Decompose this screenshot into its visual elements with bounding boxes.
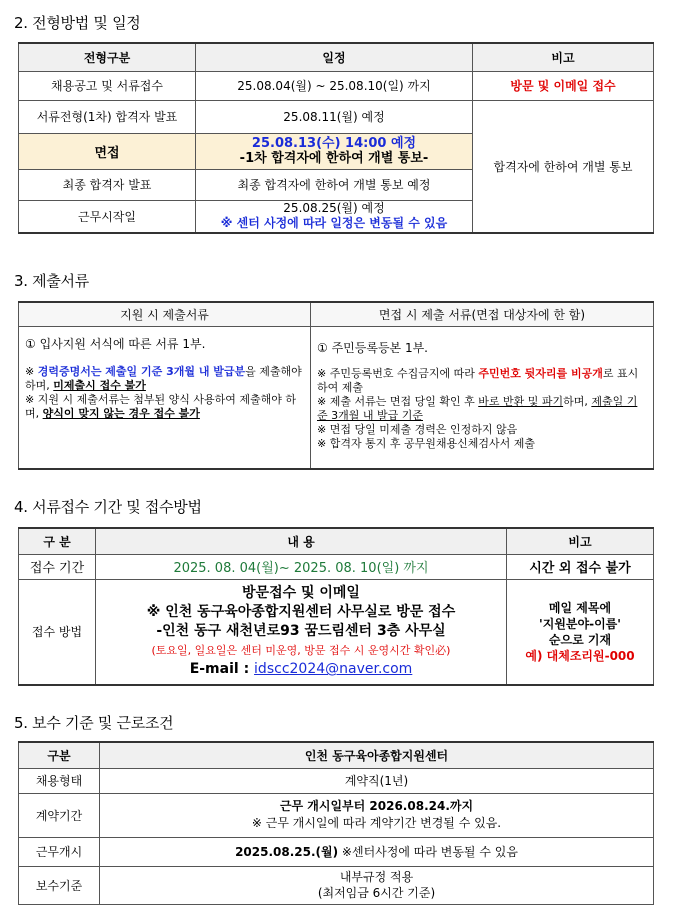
contract-period: 근무 개시일부터 2026.08.24.까지 bbox=[279, 799, 474, 813]
section-4-title: 4. 서류접수 기간 및 접수방법 bbox=[14, 498, 202, 516]
method-label: 접수 방법 bbox=[19, 579, 96, 685]
interview-note-2 bbox=[317, 395, 647, 423]
conditions-table bbox=[18, 741, 654, 905]
method-address: -인천 동구 새천년로93 꿈드림센터 3층 사무실 bbox=[156, 623, 446, 640]
condition-label: 보수기준 bbox=[19, 866, 100, 904]
method-line-1: 방문접수 및 이메일 bbox=[242, 585, 360, 602]
schedule-cell bbox=[196, 200, 473, 233]
period-value: 2025. 08. 04(월)~ 2025. 08. 10(일) 까지 bbox=[96, 554, 507, 579]
section-2-title: 2. 전형방법 및 일정 bbox=[14, 14, 141, 32]
header-note: 비고 bbox=[507, 528, 654, 554]
note-text: 하며, bbox=[563, 394, 592, 408]
id-number-warning: 주민번호 뒷자리를 비공개 bbox=[478, 366, 603, 380]
condition-label: 채용형태 bbox=[19, 768, 100, 793]
method-note-1: 메일 제목에 bbox=[548, 600, 612, 615]
start-date: 25.08.25(월) 예정 bbox=[283, 201, 385, 216]
start-date: 2025.08.25.(월) bbox=[235, 845, 339, 859]
method-note-cell bbox=[507, 579, 654, 685]
interview-note-1 bbox=[317, 367, 647, 395]
pay-rule: 내부규정 적용 bbox=[339, 870, 414, 884]
method-hours-notice: (토요일, 일요일은 센터 미운영, 방문 접수 시 운영시간 확인必) bbox=[151, 644, 451, 658]
note-text: 로 표시하여 제출 bbox=[317, 366, 639, 394]
form-mismatch-warning: 양식이 맞지 않는 경우 접수 불가 bbox=[42, 406, 200, 420]
header-schedule: 일정 bbox=[196, 43, 473, 71]
stage-cell: 면접 bbox=[19, 133, 196, 169]
header-note: 비고 bbox=[473, 43, 654, 71]
interview-notice: -1차 합격자에 한하여 개별 통보- bbox=[239, 151, 429, 166]
note-text: 을 제출해야 하며, bbox=[25, 364, 302, 392]
note-cell: 방문 및 이메일 접수 bbox=[473, 71, 654, 100]
interview-note-4: ※ 합격자 통지 후 공무원채용신체검사서 제출 bbox=[317, 436, 535, 450]
schedule-table bbox=[18, 42, 654, 234]
condition-value bbox=[100, 837, 654, 866]
start-date-notice: ※ 센터 사정에 따라 일정은 변동될 수 있음 bbox=[220, 216, 448, 231]
schedule-cell: 최종 합격자에 한하여 개별 통보 예정 bbox=[196, 169, 473, 200]
apply-note-1 bbox=[25, 365, 304, 393]
stage-cell: 서류전형(1차) 합격자 발표 bbox=[19, 100, 196, 133]
header-interview-docs: 면접 시 제출 서류(면접 대상자에 한 함) bbox=[311, 302, 654, 326]
method-note-3: 순으로 기재 bbox=[548, 632, 612, 647]
apply-item-1: ① 입사지원 서식에 따른 서류 1부. bbox=[25, 336, 206, 351]
pay-basis: (최저임금 6시간 기준) bbox=[317, 886, 436, 900]
note-text: ※ 주민등록번호 수집금지에 따라 bbox=[317, 366, 479, 380]
schedule-cell: 25.08.11(월) 예정 bbox=[196, 100, 473, 133]
apply-note-2 bbox=[25, 393, 304, 421]
header-category: 구 분 bbox=[19, 528, 96, 554]
condition-label: 근무개시 bbox=[19, 837, 100, 866]
interview-docs-cell bbox=[311, 326, 654, 469]
email-line bbox=[99, 660, 503, 679]
start-notice: ※센터사정에 따라 변동될 수 있음 bbox=[338, 845, 518, 859]
interview-date: 25.08.13(수) 14:00 예정 bbox=[251, 136, 417, 151]
contract-notice: ※ 근무 개시일에 따라 계약기간 변경될 수 있음. bbox=[251, 816, 502, 830]
note-text: ※ 지원 시 제출서류는 첨부된 양식 사용하여 제출해야 하며, bbox=[25, 392, 296, 420]
header-category: 구분 bbox=[19, 742, 100, 768]
condition-value: 계약직(1년) bbox=[100, 768, 654, 793]
stage-cell: 근무시작일 bbox=[19, 200, 196, 233]
header-center: 인천 동구육아종합지원센터 bbox=[100, 742, 654, 768]
career-cert-notice: 경력증명서는 제출일 기준 3개월 내 발급분 bbox=[37, 364, 246, 378]
header-content: 내 용 bbox=[96, 528, 507, 554]
email-label: E-mail : bbox=[189, 661, 255, 678]
method-cell bbox=[96, 579, 507, 685]
apply-docs-cell bbox=[19, 326, 311, 469]
condition-value bbox=[100, 866, 654, 904]
period-label: 접수 기간 bbox=[19, 554, 96, 579]
issue-date-notice: 제출일 기준 3개월 내 발급 기준 bbox=[317, 394, 638, 422]
method-note-2: '지원분야-이름' bbox=[539, 616, 621, 631]
email-link[interactable]: idscc2024@naver.com bbox=[254, 661, 413, 678]
condition-value bbox=[100, 793, 654, 837]
condition-label: 계약기간 bbox=[19, 793, 100, 837]
application-table bbox=[18, 527, 654, 686]
period-note: 시간 외 접수 불가 bbox=[507, 554, 654, 579]
not-submitted-warning: 미제출시 접수 불가 bbox=[53, 378, 146, 392]
interview-note-3: ※ 면접 당일 미제출 경력은 인정하지 않음 bbox=[317, 422, 518, 436]
method-line-2: ※ 인천 동구육아종합지원센터 사무실로 방문 접수 bbox=[146, 604, 456, 621]
stage-cell: 최종 합격자 발표 bbox=[19, 169, 196, 200]
merged-note-cell: 합격자에 한하여 개별 통보 bbox=[473, 100, 654, 233]
note-mark: ※ bbox=[25, 364, 38, 378]
section-3-title: 3. 제출서류 bbox=[14, 272, 89, 290]
header-apply-docs: 지원 시 제출서류 bbox=[19, 302, 311, 326]
method-note-example: 예) 대체조리원-000 bbox=[525, 648, 635, 663]
schedule-cell bbox=[196, 133, 473, 169]
header-stage: 전형구분 bbox=[19, 43, 196, 71]
stage-cell: 채용공고 및 서류접수 bbox=[19, 71, 196, 100]
note-text: ※ 제출 서류는 면접 당일 확인 후 bbox=[317, 394, 479, 408]
return-notice: 바로 반환 및 파기 bbox=[478, 394, 564, 408]
section-5-title: 5. 보수 기준 및 근로조건 bbox=[14, 714, 174, 732]
documents-table bbox=[18, 301, 654, 470]
interview-item-1: ① 주민등록등본 1부. bbox=[317, 340, 428, 355]
schedule-cell: 25.08.04(월) ~ 25.08.10(일) 까지 bbox=[196, 71, 473, 100]
